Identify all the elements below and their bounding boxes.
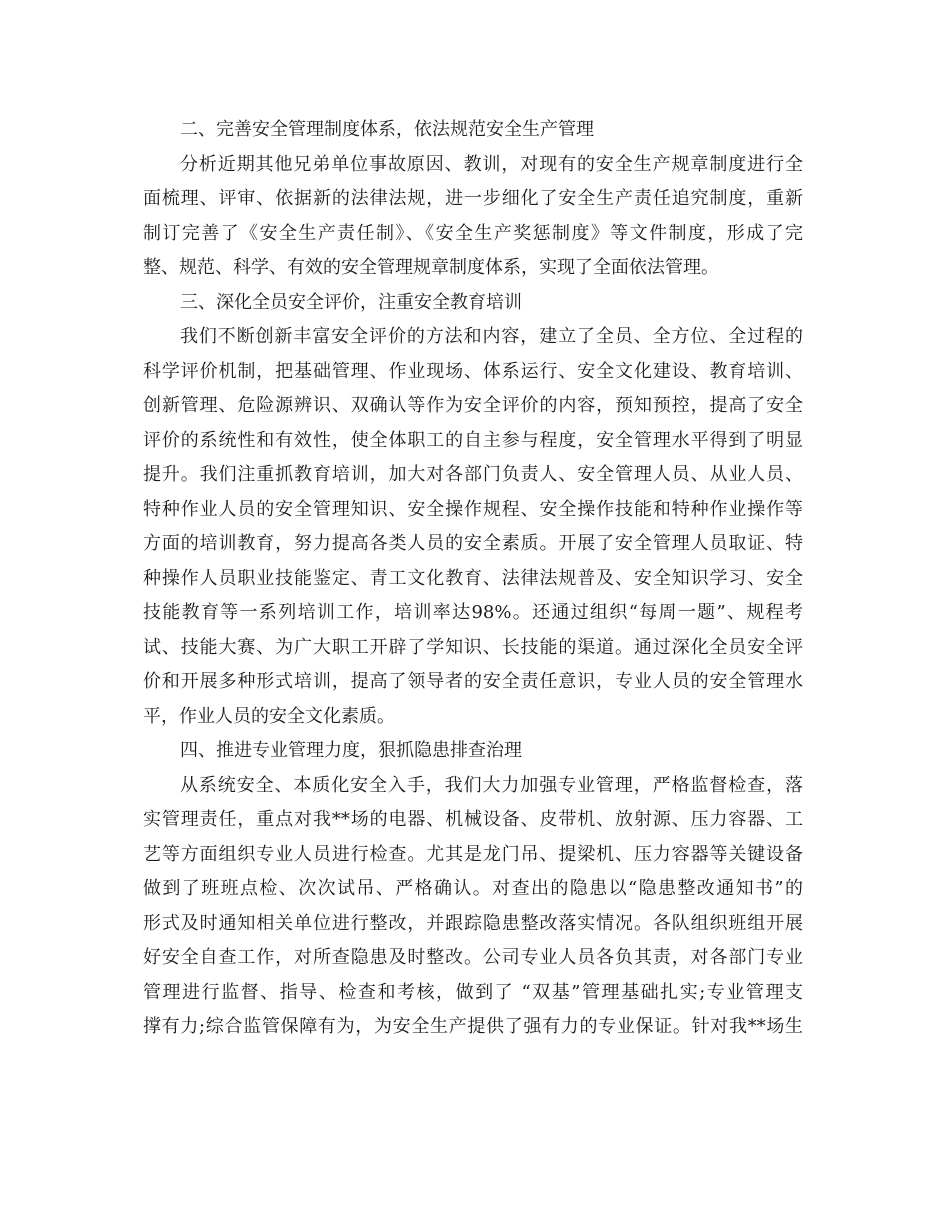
paragraph-line: 技能教育等一系列培训工作，培训率达98%。还通过组织“每周一题”、规程考 [143, 602, 803, 623]
paragraph-line: 从系统安全、本质化安全入手，我们大力加强专业管理，严格监督检查，落 [180, 774, 803, 796]
paragraph-line: 实管理责任，重点对我**场的电器、机械设备、皮带机、放射源、压力容器、工 [143, 809, 803, 830]
paragraph-line: 面梳理、评审、依据新的法律法规，进一步细化了安全生产责任追究制度，重新 [143, 188, 803, 209]
paragraph-line: 好安全自查工作，对所查隐患及时整改。公司专业人员各负其责，对各部门专业 [143, 947, 803, 968]
paragraph-line: 试、技能大赛、为广大职工开辟了学知识、长技能的渠道。通过深化全员安全评 [143, 636, 803, 658]
paragraph-line: 价和开展多种形式培训，提高了领导者的安全责任意识，专业人员的安全管理水 [143, 671, 803, 692]
paragraph-line: 我们不断创新丰富安全评价的方法和内容，建立了全员、全方位、全过程的 [180, 326, 803, 347]
paragraph-line: 提升。我们注重抓教育培训，加大对各部门负责人、安全管理人员、从业人员、 [143, 464, 803, 485]
document-page [143, 113, 803, 1045]
paragraph-line: 方面的培训教育，努力提高各类人员的安全素质。开展了安全管理人员取证、特 [143, 533, 803, 554]
heading-section-4: 四、推进专业管理力度，狠抓隐患排查治理 [180, 740, 522, 761]
paragraph-line: 艺等方面组织专业人员进行检查。尤其是龙门吊、提梁机、压力容器等关键设备 [143, 843, 803, 865]
paragraph-line: 做到了班班点检、次次试吊、严格确认。对查出的隐患以“隐患整改通知书”的 [143, 878, 803, 899]
paragraph-line: 撑有力;综合监管保障有为，为安全生产提供了强有力的专业保证。针对我**场生 [143, 1016, 803, 1037]
paragraph-line: 科学评价机制，把基础管理、作业现场、体系运行、安全文化建设、教育培训、 [143, 360, 803, 382]
paragraph-line: 特种作业人员的安全管理知识、安全操作规程、安全操作技能和特种作业操作等 [143, 498, 803, 520]
paragraph-line: 分析近期其他兄弟单位事故原因、教训，对现有的安全生产规章制度进行全 [180, 153, 803, 175]
paragraph-line: 平，作业人员的安全文化素质。 [143, 705, 395, 727]
heading-section-2: 二、完善安全管理制度体系，依法规范安全生产管理 [180, 119, 594, 140]
paragraph-line: 种操作人员职业技能鉴定、青工文化教育、法律法规普及、安全知识学习、安全 [143, 567, 803, 589]
heading-section-3: 三、深化全员安全评价，注重安全教育培训 [180, 291, 522, 313]
paragraph-line: 制订完善了《安全生产责任制》、《安全生产奖惩制度》等文件制度，形成了完 [143, 222, 803, 244]
paragraph-line: 管理进行监督、指导、检查和考核，做到了 “双基”管理基础扎实;专业管理支 [143, 981, 803, 1003]
paragraph-line: 创新管理、危险源辨识、双确认等作为安全评价的内容，预知预控，提高了安全 [143, 395, 803, 416]
paragraph-line: 整、规范、科学、有效的安全管理规章制度体系，实现了全面依法管理。 [143, 257, 719, 278]
paragraph-line: 评价的系统性和有效性，使全体职工的自主参与程度，安全管理水平得到了明显 [143, 429, 803, 451]
paragraph-line: 形式及时通知相关单位进行整改，并跟踪隐患整改落实情况。各队组织班组开展 [143, 912, 803, 934]
